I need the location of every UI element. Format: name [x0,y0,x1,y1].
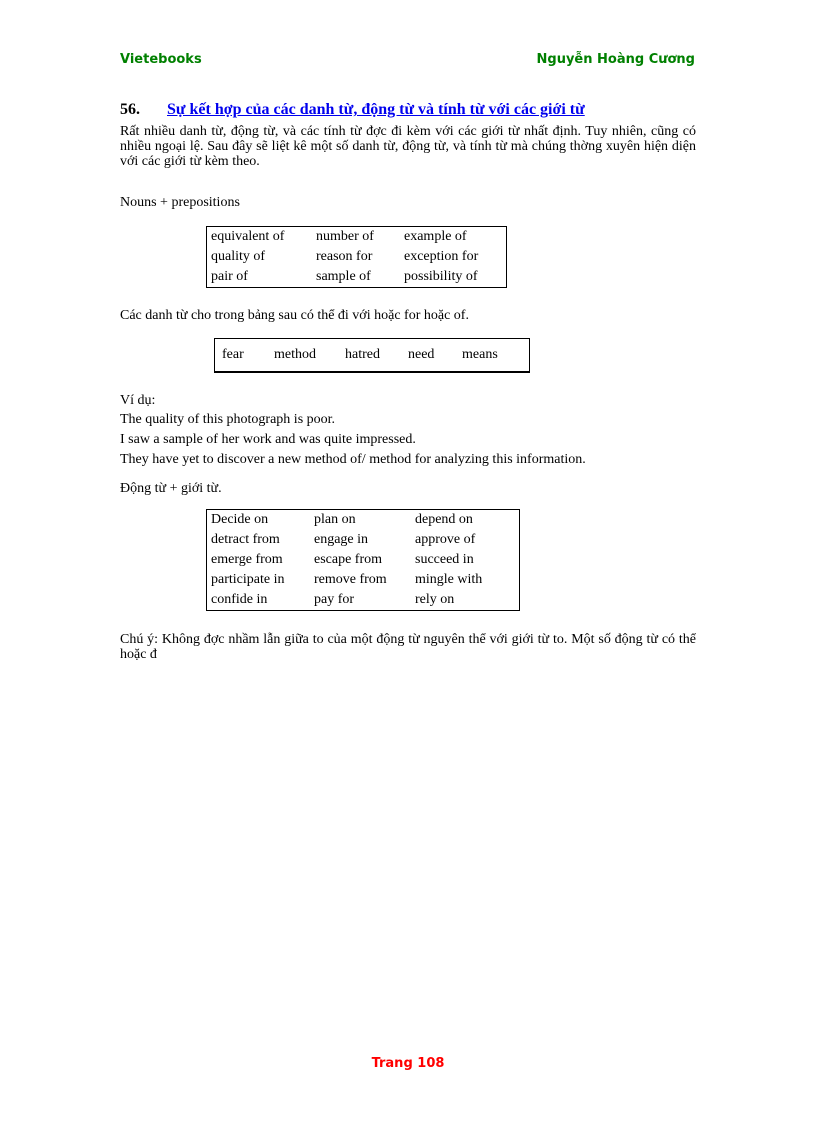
example-1: The quality of this photograph is poor. [120,412,336,427]
for-of-table [214,338,530,373]
verbs-table [206,509,520,611]
table-cell: quality of [211,249,266,264]
nouns-heading: Nouns + prepositions [120,195,240,210]
table-cell: reason for [316,249,373,264]
table-cell: exception for [404,249,479,264]
example-2: I saw a sample of her work and was quite impressed. [120,432,416,447]
table-row [207,267,507,288]
table-cell: plan on [314,512,356,527]
table-cell: succeed in [415,552,474,567]
table-cell: rely on [415,592,455,607]
table-cell: depend on [415,512,473,527]
table-cell: Decide on [211,512,269,527]
examples-heading: Ví dụ: [120,393,156,408]
table-cell: possibility of [404,269,478,284]
table-cell: means [462,347,498,362]
section-number: 56. [120,101,140,118]
table-cell: fear [222,347,244,362]
note-paragraph: Chú ý: Không đợc nhầm lẫn giữa to của một động từ nguyên thể với giới từ to. Một số động từ có thể hoặc đ [120,632,696,662]
nouns-table [206,226,507,288]
table-row [207,227,507,248]
table-cell: detract from [211,532,280,547]
table-cell: confide in [211,592,268,607]
table-cell: remove from [314,572,387,587]
table-row [207,550,520,570]
header-left: Vietebooks [120,52,202,67]
table-row [207,510,520,531]
example-3: They have yet to discover a new method of/ method for analyzing this information. [120,452,586,467]
table-cell: equivalent of [211,229,285,244]
table-row [215,339,530,373]
table-cell: escape from [314,552,383,567]
table-cell: need [408,347,435,362]
table-cell: engage in [314,532,369,547]
table-cell: approve of [415,532,476,547]
nouns-note: Các danh từ cho trong bảng sau có thể đi với hoặc for hoặc of. [120,308,469,323]
table-row [207,570,520,590]
table-cell: mingle with [415,572,483,587]
table-cell: participate in [211,572,285,587]
table-row [207,530,520,550]
intro-paragraph: Rất nhiều danh từ, động từ, và các tính từ đợc đi kèm với các giới từ nhất định. Tuy nhiên, cũng có nhiều ngoại lệ. Sau đây sẽ liệt kê một số danh từ, động từ, và tính từ mà chúng thờng xuyên hiện diện với các giới từ kèm theo. [120,124,696,169]
table-row [207,590,520,611]
table-cell: example of [404,229,467,244]
table-cell: method [274,347,316,362]
section-title-link[interactable]: Sự kết hợp của các danh từ, động từ và tính từ với các giới từ [167,101,585,118]
table-cell: sample of [316,269,371,284]
verbs-heading: Động từ + giới từ. [120,481,222,496]
table-cell: pair of [211,269,248,284]
table-cell: hatred [345,347,380,362]
table-row [207,247,507,267]
header-right: Nguyễn Hoàng Cương [536,52,695,67]
table-cell: emerge from [211,552,283,567]
table-cell: number of [316,229,374,244]
page-number: Trang 108 [371,1056,445,1071]
table-cell: pay for [314,592,355,607]
section-title-row [120,101,585,119]
